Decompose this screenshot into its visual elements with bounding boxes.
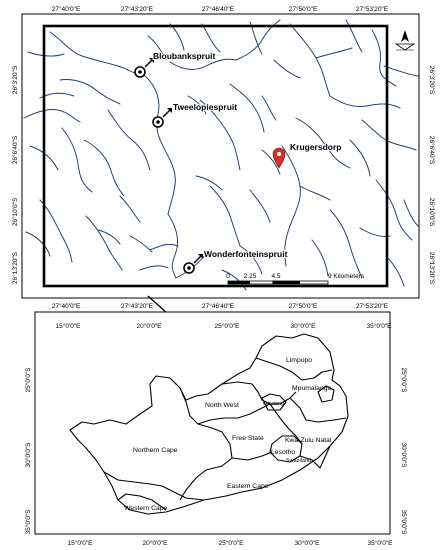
- coord-label: 26°3'20"S: [12, 65, 19, 95]
- coord-label: 27°46'40"E: [201, 303, 235, 310]
- coord-label: 35°0'0"E: [366, 323, 392, 330]
- coord-label: 25°0'0"E: [218, 540, 244, 547]
- coord-label: 26°6'40"S: [428, 135, 435, 165]
- province-label: Kwa-Zulu Natal: [285, 437, 332, 444]
- coord-label: 27°40'0"E: [51, 6, 81, 13]
- coord-label: 35°0'0"E: [367, 540, 393, 547]
- province-label: Free State: [232, 435, 264, 442]
- site-label: Bloubankspruit: [153, 51, 216, 61]
- province-label: Lesotho: [271, 449, 296, 456]
- coord-label: 20°0'0"E: [142, 540, 168, 547]
- coord-label: 27°50'0"E: [288, 6, 318, 13]
- bottom-coords-left: [24, 367, 32, 535]
- coord-label: 26°10'0"S: [428, 197, 435, 227]
- top-coords-left: [11, 65, 19, 284]
- coord-label: 20°0'0"E: [136, 323, 162, 330]
- province-label: Eastern Cape: [227, 483, 269, 490]
- study-area-map: [11, 5, 436, 310]
- top-coords-bottom: [52, 302, 389, 310]
- coord-label: 26°6'40"S: [12, 135, 19, 165]
- coord-label: 35°0'0"S: [25, 509, 32, 535]
- coord-label: 27°40'0"E: [51, 303, 81, 310]
- coord-label: 15°0'0"E: [67, 540, 93, 547]
- province-label: Swaziland: [286, 458, 312, 464]
- bottom-coords-right: [400, 368, 408, 536]
- province-label: Gauteng: [263, 401, 285, 407]
- coord-label: 26°13'20"S: [12, 251, 19, 285]
- bottom-coords-bottom: [68, 539, 394, 547]
- south-africa-map: [24, 312, 408, 547]
- scale-tick: 9 Kilometers: [328, 273, 365, 280]
- coord-label: 25°0'0"S: [400, 367, 407, 393]
- coord-label: 27°53'20"E: [355, 6, 389, 13]
- scale-tick: 0: [226, 273, 230, 280]
- province-label: Western Cape: [124, 505, 168, 512]
- coord-label: 27°53'20"E: [355, 303, 389, 310]
- coord-label: 30°0'0"S: [400, 442, 407, 468]
- coord-label: 27°43'20"E: [120, 6, 154, 13]
- coord-label: 25°0'0"E: [214, 323, 240, 330]
- scale-tick: 2.25: [243, 273, 257, 280]
- coord-label: 27°50'0"E: [288, 303, 318, 310]
- scale-tick: 4.5: [271, 273, 281, 280]
- province-label: North West: [205, 402, 239, 409]
- coord-label: 30°0'0"E: [294, 540, 320, 547]
- site-label: Wonderfonteinspruit: [204, 249, 288, 259]
- coord-label: 26°3'20"S: [428, 65, 435, 95]
- town-label: Krugersdorp: [290, 142, 342, 152]
- top-coords-top: [52, 5, 389, 13]
- coord-label: 30°0'0"E: [290, 323, 316, 330]
- province-label: Mpumalanga: [292, 385, 332, 392]
- top-coords-right: [428, 66, 436, 285]
- site-label: Tweelopiespruit: [173, 102, 238, 112]
- province-label: Limpopo: [286, 357, 313, 364]
- coord-label: 30°0'0"S: [25, 442, 32, 468]
- province-label: Northern Cape: [133, 447, 178, 454]
- coord-label: 35°0'0"S: [400, 509, 407, 535]
- coord-label: 15°0'0"E: [55, 323, 81, 330]
- coord-label: 25°0'0"S: [25, 367, 32, 393]
- coord-label: 27°43'20"E: [120, 303, 154, 310]
- coord-label: 26°13'20"S: [428, 251, 435, 285]
- coord-label: 27°46'40"E: [201, 6, 235, 13]
- coord-label: 26°10'0"S: [12, 197, 19, 227]
